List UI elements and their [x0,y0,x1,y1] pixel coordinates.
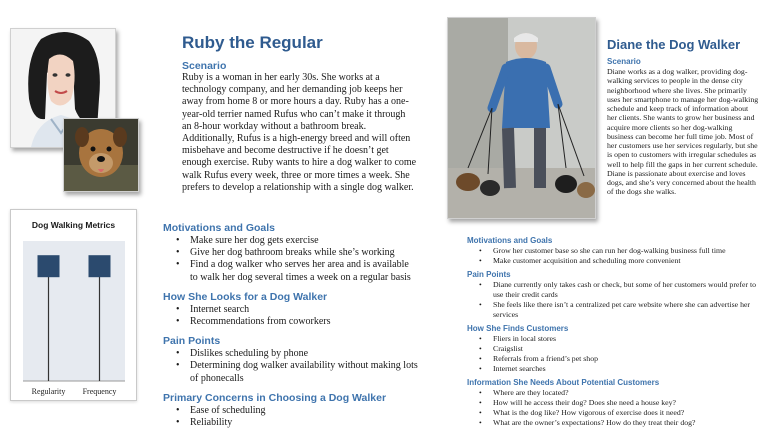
list-item [493,280,772,299]
scenario-line: Additionally, Rufus is a high-energy breed and will often [182,132,411,144]
list-item-text: • Determining dog walker availability without making lots [190,360,418,372]
list-item [493,408,772,418]
scenario-line: schedule and keep track of information about [607,104,749,114]
list-item-text: • How will he access their dog? Does she need a house key? [493,398,676,408]
scenario-line: prefers to develop a relationship with a single dog walker. [182,181,414,193]
list-item [493,334,772,344]
scenario-line: misbehave and become destructive if he doesn’t get [182,145,389,157]
list-item-text: • What are the owner’s expectations? How do they treat their dog? [493,417,696,427]
section-list [467,246,772,265]
section-list [163,405,453,429]
list-item [190,348,453,360]
list-item-text: to walk her dog several times a week on a regular basis [190,271,411,283]
list-item [190,316,453,328]
list-item [493,398,772,408]
chart-tick-label: Regularity [31,387,66,396]
section-list [163,235,453,284]
dog-walking-metrics-chart [10,209,137,401]
section-heading: Information She Needs About Potential Customers [467,378,660,388]
chart-plot [11,210,136,400]
scenario-line: away from home 8 or more hours a day. Ruby has a one- [182,96,409,108]
scenario-line: neighborhood where she lives. She primarily [607,85,747,95]
scenario-line: walking services to people in the dense city [607,76,743,86]
list-item-text: • Where are they located? [493,388,569,398]
list-item-text: • Fliers in local stores [493,334,557,344]
list-item [493,344,772,354]
list-item-text: • Ease of scheduling [190,404,266,416]
diane-photo-frame [447,17,596,219]
list-item-text: • Internet searches [493,363,546,373]
scenario-line: walk Rufus every week, three or more times a week. She [182,169,410,181]
section-list [163,304,453,328]
list-item-text: • Reliability [190,416,233,428]
list-item-text: services [493,309,519,319]
list-item-text: • Dislikes scheduling by phone [190,348,309,360]
list-item-text: • Diane currently only takes cash or check, but some of her customers would prefer to [493,280,757,290]
list-item-text: • She feels like there isn’t a centralized pet care website where she can advertise her [493,299,751,309]
scenario-line: her customers use her services regularly, but she [607,141,758,151]
scenario-line: acquire more clients so her dog-walking [607,122,733,132]
scenario-line: of the dogs she walks. [607,187,677,197]
list-item-text: use their credit cards [493,290,558,300]
diane-details [467,236,772,427]
scenario-line: year-old terrier named Rufus who can’t make it through [182,108,406,120]
section-heading: Motivations and Goals [163,222,276,234]
scenario-line: dogs, and she’s very concerned about the health [607,178,756,188]
section-list [467,334,772,373]
chart-marker-frequency [89,255,111,277]
scenario-line: uses her smartphone to manage her dog-walking [607,94,759,104]
section-heading: Pain Points [467,270,511,280]
diane-scenario-heading: Scenario [607,57,641,66]
list-item-text: • Referrals from a friend’s pet shop [493,353,599,363]
list-item-text: • Craigslist [493,344,523,354]
diane-title: Diane the Dog Walker [607,37,741,52]
list-item [493,364,772,374]
section-heading: How She Finds Customers [467,324,569,334]
chart-tick-label: Frequency [82,387,117,396]
list-item [190,360,453,384]
section-heading: Primary Concerns in Choosing a Dog Walker [163,391,387,404]
list-item [190,405,453,417]
scenario-line: an 8-hour workday without a bathroom break. [182,120,367,132]
scenario-line: technology company, and her demanding job keeps her [182,84,403,96]
scenario-line: Ruby is a woman in her early 30s. She works at a [182,72,380,83]
list-item [493,388,772,398]
list-item [493,256,772,266]
chart-title: Dog Walking Metrics [31,220,116,230]
section-heading: Pain Points [163,335,221,348]
scenario-line: business can become her full time job. Most of [607,131,754,141]
section-heading: Motivations and Goals [467,236,553,245]
list-item-text: • Find a dog walker who serves her area and is available [190,259,409,271]
list-item-text: • Grow her customer base so she can run her dog-walking business full time [493,246,726,255]
list-item [190,235,453,247]
scenario-line: Diane is passionate about exercise and loves [607,168,746,178]
diane-dog-walker-image [448,18,595,218]
list-item [190,247,453,259]
list-item-text: • Recommendations from coworkers [190,315,331,327]
section-list [467,280,772,319]
scenario-line: is open to customers with irregular schedules as [607,150,757,160]
list-item [190,304,453,316]
list-item [493,418,772,428]
list-item-text: of phonecalls [190,372,244,384]
list-item-text: • Internet search [190,303,250,315]
diane-scenario-text [607,67,772,197]
rufus-photo-frame [63,118,139,192]
scenario-line: her clients. She wants to grow her business and [607,113,755,123]
section-list [467,388,772,427]
list-item [190,259,453,283]
section-heading: How She Looks for a Dog Walker [163,290,328,303]
ruby-scenario-heading: Scenario [182,60,227,72]
list-item-text: • Give her dog bathroom breaks while she’s working [190,247,395,259]
ruby-scenario-text [182,72,427,194]
scenario-line: Diane works as a dog walker, providing dog- [607,67,748,76]
section-list [163,348,453,385]
list-item [190,417,453,429]
list-item [493,354,772,364]
ruby-details [163,222,453,429]
scenario-line: enough exercise. Ruby wants to hire a dog walker to come [182,157,417,169]
list-item [493,246,772,256]
list-item [493,300,772,319]
rufus-terrier-image [64,119,138,191]
chart-marker-regularity [38,255,60,277]
ruby-title: Ruby the Regular [182,33,323,52]
scenario-line: well to help fill the gaps in her current schedule. [607,159,758,169]
list-item-text: • Make sure her dog gets exercise [190,235,319,246]
list-item-text: • What is the dog like? How vigorous of exercise does it need? [493,407,685,417]
list-item-text: • Make customer acquisition and scheduling more convenient [493,255,681,265]
